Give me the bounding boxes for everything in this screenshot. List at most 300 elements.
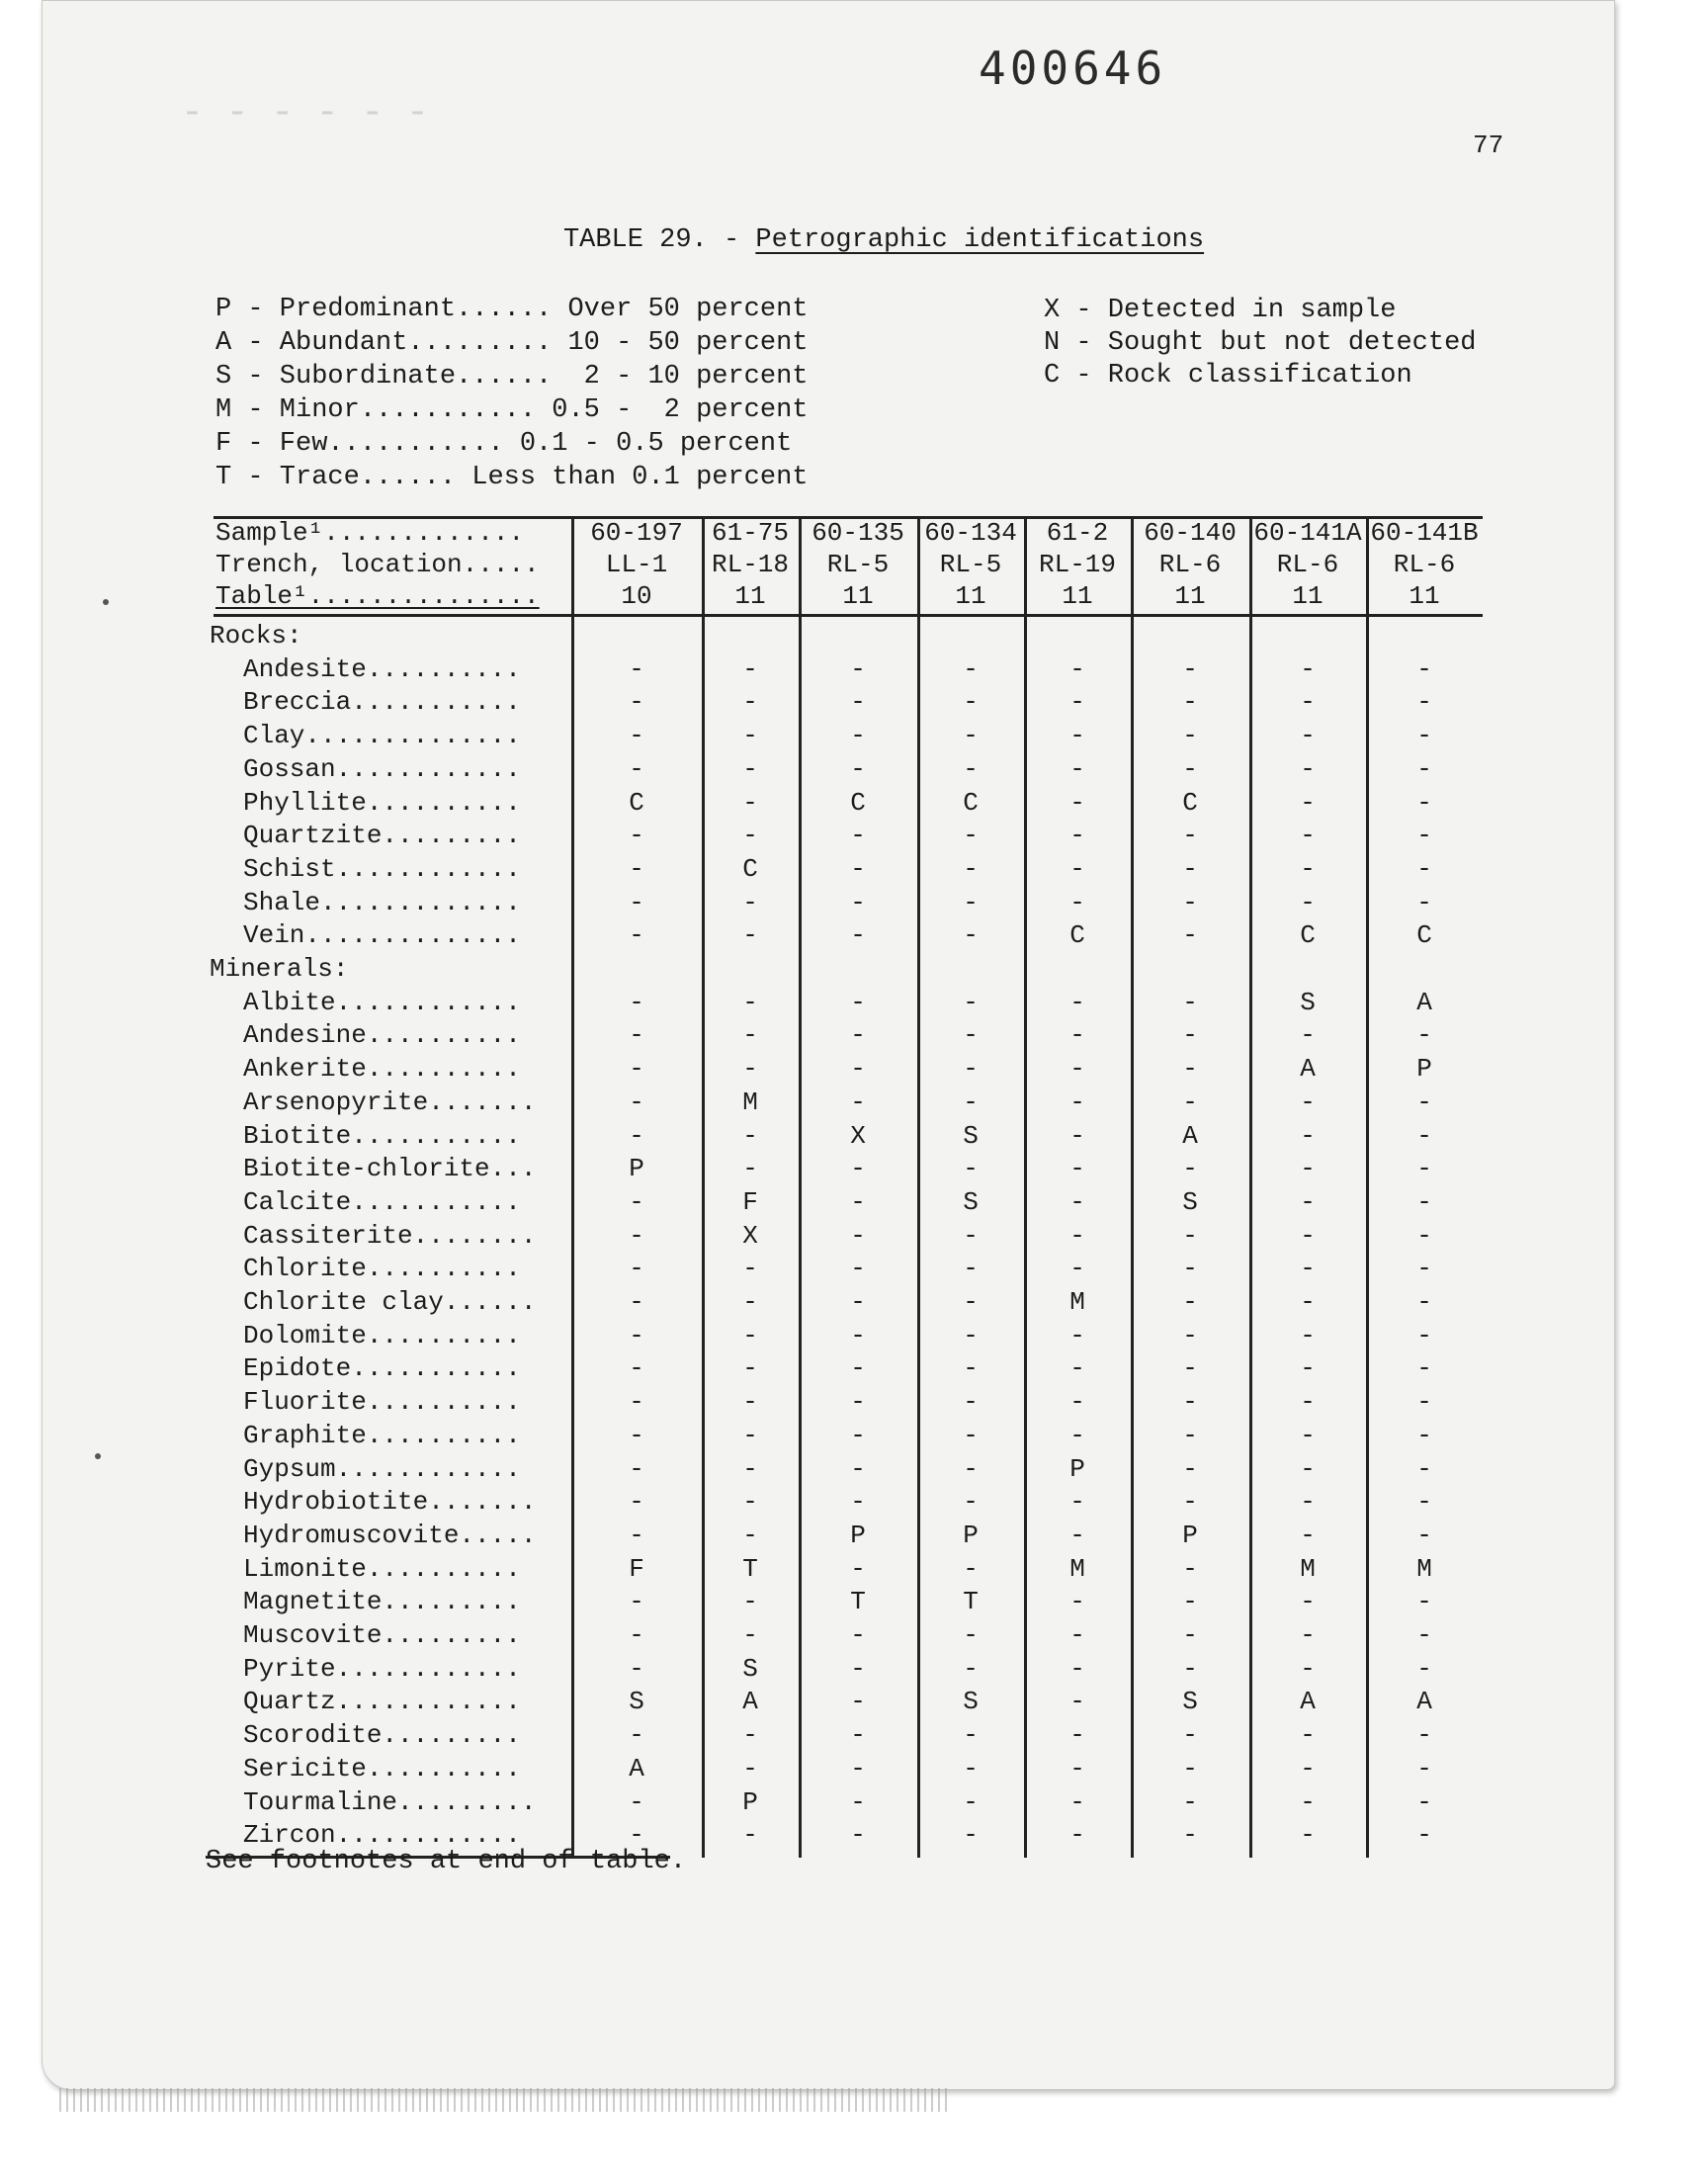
table-cell: - [1182,1820,1198,1851]
table-cell: - [742,887,758,917]
table-cell: - [1300,887,1316,917]
table-cell: - [1069,1753,1085,1784]
table-cell: T [963,1587,979,1617]
table-cell: - [850,1420,866,1450]
scan-speck [103,599,109,605]
table-cell: - [629,1620,644,1650]
table-cell: - [742,1387,758,1418]
row-label: Sericite.......... [243,1753,521,1784]
table-cell: - [1069,887,1085,917]
row-label: Hydromuscovite..... [243,1520,537,1550]
table-cell: - [963,1653,979,1684]
table-cell: - [1069,1387,1085,1418]
table-cell: - [1300,1020,1316,1051]
table-cell: - [850,687,866,718]
table-cell: P [629,1154,644,1184]
table-cell: - [963,1254,979,1284]
table-cell: - [629,721,644,751]
table-cell: - [1182,887,1198,917]
table-cell: - [1182,1653,1198,1684]
row-label: Phyllite.......... [243,787,521,818]
table-cell: - [742,1820,758,1851]
table-cell: - [1069,1087,1085,1117]
scan-edge-artifact [59,2088,949,2112]
table-cell: - [1300,687,1316,718]
table-cell: - [629,987,644,1017]
table-cell: - [742,821,758,851]
table-cell: - [1182,1620,1198,1650]
row-label: Quartz............ [243,1687,521,1717]
table-cell: X [850,1120,866,1151]
column-rule [1024,516,1027,1858]
table-cell: - [742,920,758,951]
table-cell: - [1182,1753,1198,1784]
table-cell: - [1300,853,1316,884]
column-location: RL-19 [1038,550,1116,579]
table-cell: - [850,1020,866,1051]
column-table: 11 [955,581,986,611]
table-cell: - [850,853,866,884]
table-cell: A [1300,1054,1316,1085]
row-label: Clay.............. [243,721,521,751]
table-cell: - [850,1186,866,1217]
page-number: 77 [1473,130,1504,160]
column-sample: 60-141A [1253,518,1362,548]
row-label: Albite............ [243,987,521,1017]
table-cell: - [1300,1387,1316,1418]
table-cell: - [963,1620,979,1650]
table-cell: - [1069,987,1085,1017]
table-cell: - [850,1387,866,1418]
table-cell: - [1182,1287,1198,1317]
table-title-main: Petrographic identifications [755,225,1205,255]
table-cell: - [850,987,866,1017]
table-cell: - [1416,1220,1432,1251]
table-cell: S [963,1186,979,1217]
column-rule [917,516,920,1858]
table-cell: - [1416,1453,1432,1484]
column-location: RL-18 [711,550,789,579]
table-cell: - [742,1520,758,1550]
table-cell: - [742,987,758,1017]
table-cell: A [1300,1687,1316,1717]
table-cell: - [629,821,644,851]
table-cell: - [1069,853,1085,884]
table-cell: - [1182,1587,1198,1617]
table-cell: - [963,1820,979,1851]
table-cell: - [1069,1320,1085,1350]
table-cell: - [629,1420,644,1450]
column-location: LL-1 [605,550,668,579]
table-cell: - [629,1087,644,1117]
table-cell: - [742,753,758,784]
table-cell: - [1182,1254,1198,1284]
row-label: Fluorite.......... [243,1387,521,1418]
table-cell: - [1182,653,1198,684]
column-rule [1366,516,1369,1858]
column-sample: 60-197 [590,518,683,548]
table-cell: - [1182,1420,1198,1450]
table-cell: C [1182,787,1198,818]
table-cell: - [1069,1154,1085,1184]
table-cell: - [1416,887,1432,917]
table-cell: - [1300,1220,1316,1251]
table-cell: - [1416,1287,1432,1317]
table-title [0,225,1708,255]
table-cell: A [1182,1120,1198,1151]
table-cell: - [1182,753,1198,784]
table-cell: - [850,1254,866,1284]
table-cell: - [850,1453,866,1484]
table-cell: - [963,721,979,751]
table-cell: - [963,1287,979,1317]
table-cell: P [1069,1453,1085,1484]
table-cell: - [1069,1820,1085,1851]
table-cell: C [1069,920,1085,951]
table-cell: - [1069,1520,1085,1550]
row-label: Arsenopyrite....... [243,1087,537,1117]
row-label: Chlorite.......... [243,1254,521,1284]
table-cell: P [850,1520,866,1550]
row-label: Gypsum............ [243,1453,521,1484]
table-cell: - [1182,1154,1198,1184]
table-cell: - [1416,1753,1432,1784]
column-table: 10 [621,581,652,611]
table-cell: - [1069,653,1085,684]
faded-stamp: - - - - - - [181,92,429,134]
table-cell: - [963,1220,979,1251]
legend-item: M - Minor........... 0.5 - 2 percent [215,395,809,425]
table-cell: - [1416,1353,1432,1384]
table-cell: - [629,1254,644,1284]
column-location: RL-6 [1276,550,1339,579]
row-label: Chlorite clay...... [243,1287,537,1317]
table-cell: - [629,1220,644,1251]
table-cell: - [963,653,979,684]
table-cell: - [629,853,644,884]
table-cell: - [1069,1620,1085,1650]
row-label: Biotite........... [243,1120,521,1151]
column-location: RL-5 [939,550,1002,579]
table-cell: - [850,1687,866,1717]
table-cell: - [742,1420,758,1450]
table-cell: - [629,1387,644,1418]
row-label: Dolomite.......... [243,1320,521,1350]
table-cell: - [742,1254,758,1284]
table-cell: - [1300,1487,1316,1518]
table-cell: - [963,987,979,1017]
row-label: Calcite........... [243,1186,521,1217]
table-cell: - [742,1720,758,1751]
legend-item: N - Sought but not detected [1044,328,1477,358]
row-label: Gossan............ [243,753,521,784]
table-cell: - [1182,1487,1198,1518]
table-cell: - [629,1786,644,1817]
table-cell: - [1069,1220,1085,1251]
table-cell: - [1069,753,1085,784]
table-cell: - [1300,1186,1316,1217]
table-cell: - [1416,687,1432,718]
table-cell: - [963,1753,979,1784]
table-cell: - [1069,1120,1085,1151]
table-cell: - [850,1154,866,1184]
table-cell: - [850,1820,866,1851]
table-cell: T [850,1587,866,1617]
table-cell: - [850,753,866,784]
table-cell: - [742,653,758,684]
table-cell: - [1069,1353,1085,1384]
table-cell: - [1416,1620,1432,1650]
table-cell: - [963,1387,979,1418]
table-cell: - [850,1087,866,1117]
table-cell: M [1069,1553,1085,1584]
table-cell: F [742,1186,758,1217]
table-cell: - [963,1020,979,1051]
header-label-trench: Trench, location..... [215,550,540,579]
row-label: Pyrite............ [243,1653,521,1684]
table-cell: P [1182,1520,1198,1550]
table-cell: C [742,853,758,884]
row-label: Scorodite......... [243,1720,521,1751]
table-cell: - [1416,1387,1432,1418]
table-cell: - [963,1087,979,1117]
table-cell: - [1182,821,1198,851]
table-cell: - [1069,1687,1085,1717]
table-cell: - [629,1120,644,1151]
table-cell: C [963,787,979,818]
table-cell: - [1069,1786,1085,1817]
column-table: 11 [1292,581,1324,611]
table-cell: - [1069,1653,1085,1684]
table-cell: - [1069,1020,1085,1051]
table-cell: - [629,1287,644,1317]
table-cell: C [850,787,866,818]
table-cell: - [1300,787,1316,818]
column-rule [1249,516,1252,1858]
table-cell: - [629,1020,644,1051]
table-cell: - [742,1587,758,1617]
table-cell: - [629,753,644,784]
table-cell: - [1416,1820,1432,1851]
table-cell: - [1182,1220,1198,1251]
table-cell: - [850,821,866,851]
column-table: 11 [1062,581,1093,611]
table-cell: - [629,687,644,718]
table-cell: - [1416,1154,1432,1184]
table-cell: - [850,1220,866,1251]
row-label: Biotite-chlorite... [243,1154,537,1184]
table-cell: - [1182,987,1198,1017]
table-cell: - [1300,1353,1316,1384]
table-cell: M [742,1087,758,1117]
legend-item: T - Trace...... Less than 0.1 percent [215,463,809,492]
table-cell: - [1416,1520,1432,1550]
table-cell: - [1182,1720,1198,1751]
row-label: Hydrobiotite....... [243,1487,537,1518]
table-cell: - [1416,721,1432,751]
table-cell: - [1416,853,1432,884]
table-cell: - [1300,753,1316,784]
detection-legend [1044,295,1476,392]
table-cell: - [1300,1753,1316,1784]
table-cell: - [1416,1020,1432,1051]
table-cell: - [742,1020,758,1051]
table-cell: - [850,1753,866,1784]
table-cell: P [1416,1054,1432,1085]
table-cell: - [850,920,866,951]
table-cell: - [850,1487,866,1518]
row-label: Limonite.......... [243,1553,521,1584]
column-rule [702,516,705,1858]
table-cell: - [1300,1820,1316,1851]
table-cell: M [1069,1287,1085,1317]
legend-item: C - Rock classification [1044,361,1412,391]
legend-item: P - Predominant...... Over 50 percent [215,295,809,324]
table-cell: - [850,887,866,917]
header-label-table: Table¹............... [215,581,540,611]
table-cell: - [629,1487,644,1518]
table-cell: - [629,1054,644,1085]
table-cell: - [1300,721,1316,751]
table-cell: S [963,1120,979,1151]
row-label: Graphite.......... [243,1420,521,1450]
section-heading: Minerals: [210,954,349,984]
table-cell: S [629,1687,644,1717]
table-cell: - [963,1553,979,1584]
table-cell: - [850,653,866,684]
table-cell: - [629,1587,644,1617]
table-cell: - [1300,1587,1316,1617]
table-cell: - [629,1520,644,1550]
table-cell: - [1069,821,1085,851]
table-cell: - [1416,1587,1432,1617]
legend-item: X - Detected in sample [1044,296,1397,325]
table-cell: - [629,1453,644,1484]
column-table: 11 [734,581,766,611]
table-cell: - [850,1320,866,1350]
column-location: RL-6 [1393,550,1456,579]
row-label: Cassiterite........ [243,1220,537,1251]
table-cell: - [963,1353,979,1384]
table-cell: - [629,1720,644,1751]
legend-item: F - Few........... 0.1 - 0.5 percent [215,429,793,459]
row-label: Andesite.......... [243,653,521,684]
table-cell: - [1182,1387,1198,1418]
table-cell: - [1416,1254,1432,1284]
table-cell: M [1416,1553,1432,1584]
table-cell: - [1300,1287,1316,1317]
table-cell: - [1300,1520,1316,1550]
table-cell: C [629,787,644,818]
table-cell: - [963,753,979,784]
table-cell: - [963,1154,979,1184]
table-cell: - [1416,1320,1432,1350]
table-cell: - [742,1120,758,1151]
table-cell: C [1416,920,1432,951]
table-cell: - [963,687,979,718]
table-cell: - [1069,1420,1085,1450]
table-cell: - [742,1054,758,1085]
table-cell: - [1182,1020,1198,1051]
table-cell: A [742,1687,758,1717]
legend-item: A - Abundant......... 10 - 50 percent [215,328,809,358]
table-cell: - [1069,1254,1085,1284]
column-location: RL-5 [826,550,890,579]
table-cell: - [1069,1720,1085,1751]
table-cell: - [1300,1320,1316,1350]
table-cell: - [629,1653,644,1684]
column-table: 11 [1409,581,1440,611]
table-cell: - [1182,1087,1198,1117]
table-cell: - [629,1820,644,1851]
table-cell: - [742,1154,758,1184]
table-cell: A [1416,1687,1432,1717]
table-cell: - [742,1453,758,1484]
column-sample: 61-2 [1046,518,1109,548]
table-cell: S [1182,1186,1198,1217]
row-label: Quartzite......... [243,821,521,851]
table-cell: - [963,1720,979,1751]
table-cell: - [742,1487,758,1518]
table-cell: - [1300,1120,1316,1151]
table-cell: - [1182,1453,1198,1484]
table-cell: - [1416,787,1432,818]
table-cell: - [1416,1186,1432,1217]
table-cell: - [1069,1487,1085,1518]
footnote: See footnotes at end of table. [206,1847,687,1876]
table-cell: - [742,1353,758,1384]
table-cell: - [742,1620,758,1650]
table-cell: - [850,1553,866,1584]
table-cell: - [1069,1186,1085,1217]
row-label: Breccia........... [243,687,521,718]
table-cell: - [1300,821,1316,851]
table-cell: S [1182,1687,1198,1717]
table-cell: - [963,1320,979,1350]
table-cell: - [963,1054,979,1085]
table-cell: - [1182,1553,1198,1584]
row-label: Zircon............ [243,1820,521,1851]
table-cell: P [963,1520,979,1550]
scan-speck [95,1453,101,1459]
table-cell: - [1300,1254,1316,1284]
table-cell: - [742,1753,758,1784]
table-cell: - [1182,920,1198,951]
table-cell: - [1416,1120,1432,1151]
table-cell: P [742,1786,758,1817]
column-sample: 60-134 [924,518,1017,548]
table-cell: - [963,1487,979,1518]
column-rule [1131,516,1134,1858]
table-cell: M [1300,1553,1316,1584]
column-sample: 60-141B [1370,518,1479,548]
table-cell: - [1300,1653,1316,1684]
table-cell: - [963,887,979,917]
table-cell: - [1182,1786,1198,1817]
legend-item: S - Subordinate...... 2 - 10 percent [215,362,809,392]
table-cell: - [850,721,866,751]
header-label-sample: Sample¹............. [215,518,525,548]
row-label: Magnetite......... [243,1587,521,1617]
table-cell: X [742,1220,758,1251]
row-label: Schist............ [243,853,521,884]
section-heading: Rocks: [210,621,302,651]
table-cell: - [850,1786,866,1817]
column-sample: 60-140 [1144,518,1237,548]
table-cell: - [850,1653,866,1684]
column-table: 11 [1174,581,1206,611]
table-cell: - [1069,1054,1085,1085]
